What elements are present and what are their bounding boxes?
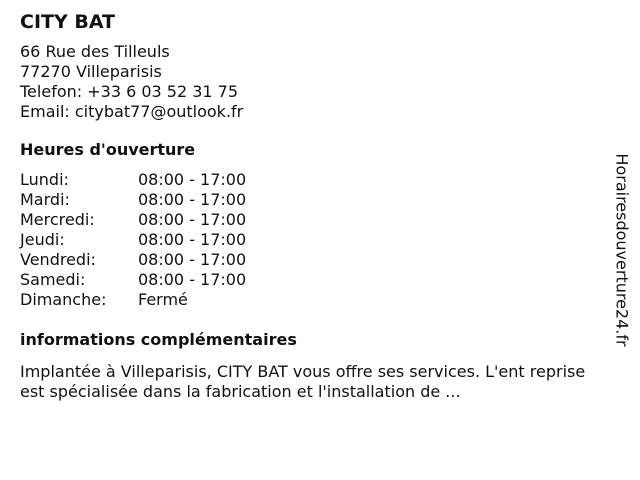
- day-label: Dimanche:: [20, 290, 107, 309]
- site-watermark: Horairesdouverture24.fr: [612, 153, 632, 347]
- day-label: Jeudi:: [20, 230, 65, 249]
- time-range: 08:00 - 17:00: [138, 190, 247, 209]
- hours-row-monday: [20, 170, 600, 190]
- time-range: 08:00 - 17:00: [138, 250, 247, 269]
- business-card: [20, 10, 600, 402]
- hours-row-thursday: [20, 230, 600, 250]
- address-street: 66 Rue des Tilleuls: [20, 42, 170, 61]
- hours-row-wednesday: [20, 210, 600, 230]
- day-label: Vendredi:: [20, 250, 96, 269]
- hours-row-tuesday: [20, 190, 600, 210]
- hours-row-saturday: [20, 270, 600, 290]
- day-label: Samedi:: [20, 270, 86, 289]
- day-label: Mercredi:: [20, 210, 95, 229]
- time-range: 08:00 - 17:00: [138, 170, 247, 189]
- time-range: Fermé: [138, 290, 188, 309]
- hours-table: [20, 170, 600, 310]
- day-label: Lundi:: [20, 170, 69, 189]
- hours-heading: Heures d'ouverture: [20, 140, 196, 159]
- business-name: CITY BAT: [20, 11, 116, 33]
- day-label: Mardi:: [20, 190, 70, 209]
- time-range: 08:00 - 17:00: [138, 210, 247, 229]
- business-description: Implantée à Villeparisis, CITY BAT vous offre ses services. L'ent reprise est spécialisée dans la fabrication et l'installation de ...: [20, 362, 586, 401]
- time-range: 08:00 - 17:00: [138, 270, 247, 289]
- info-heading: informations complémentaires: [20, 330, 297, 349]
- hours-row-sunday: [20, 290, 600, 310]
- email-address[interactable]: Email: citybat77@outlook.fr: [20, 102, 244, 121]
- address-city: 77270 Villeparisis: [20, 62, 162, 81]
- phone-number[interactable]: Telefon: +33 6 03 52 31 75: [20, 82, 239, 101]
- time-range: 08:00 - 17:00: [138, 230, 247, 249]
- hours-row-friday: [20, 250, 600, 270]
